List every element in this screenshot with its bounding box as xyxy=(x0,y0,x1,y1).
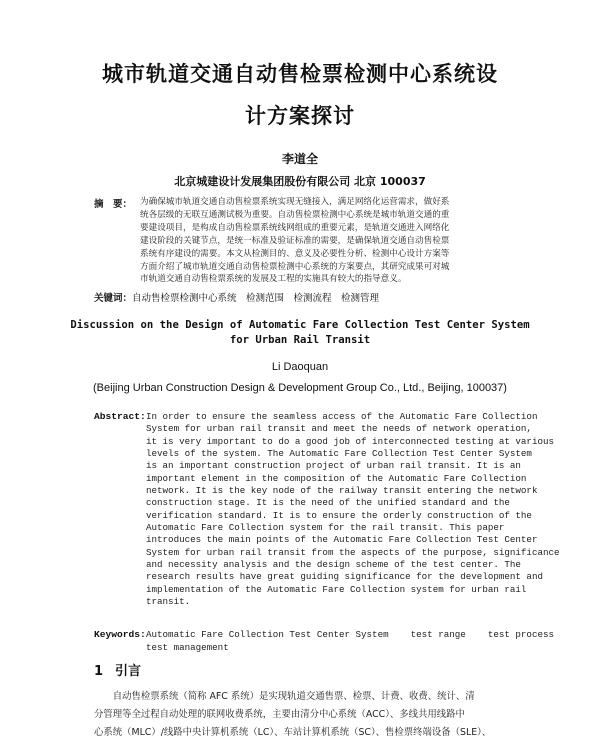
abstract-en-line: introduces the main points of the Automatic Fare Collection Test Center xyxy=(146,534,538,546)
keywords-en-line-1: Automatic Fare Collection Test Center System test range test process xyxy=(146,629,554,640)
abstract-cn-line: 统各层级的无联互通测试极为重要。自动售检票检测中心系统是城市轨道交通的重 xyxy=(140,209,450,220)
keywords-en-label: Keywords: xyxy=(94,629,146,640)
affiliation-en: (Beijing Urban Construction Design & Development Group Co., Ltd., Beijing, 100037) xyxy=(93,382,507,394)
abstract-en-line: and necessity analysis and the design scheme of the test center. The xyxy=(146,559,521,571)
keywords-en xyxy=(146,629,554,654)
abstract-en-line: levels of the system. The Automatic Fare Collection Test Center System xyxy=(146,448,532,460)
abstract-en-line: construction stage. It is the need of the unified standard and the xyxy=(146,497,510,509)
abstract-en-line: verification standard. It is to ensure the orderly construction of the xyxy=(146,509,532,521)
abstract-en-label: Abstract: xyxy=(94,411,146,422)
abstract-en-line: System for urban rail transit from the aspects of the purpose, significance xyxy=(146,546,560,558)
abstract-cn-line: 建设阶段的关键节点，是统一标准及验证标准的需要，是确保轨道交通自动售检票 xyxy=(140,235,450,246)
abstract-cn-line: 为确保城市轨道交通自动售检票系统实现无缝接入，满足网络化运营需求，做好系 xyxy=(140,197,450,207)
abstract-en-line: implementation of the Automatic Fare Collection system for urban rail xyxy=(146,583,527,595)
title-en-line-2: for Urban Rail Transit xyxy=(229,334,371,346)
abstract-en-line: important element in the composition of the Automatic Fare Collection xyxy=(146,472,527,484)
abstract-en-line: it is very important to do a good job of interconnected testing at various xyxy=(146,435,554,447)
abstract-en-body xyxy=(146,411,560,609)
abstract-en-line: network. It is the key node of the railway transit entering the network xyxy=(146,485,538,497)
section-heading xyxy=(94,660,141,679)
title-cn-line-1: 城市轨道交通自动售检票检测中心系统设 xyxy=(102,62,498,86)
author-en: Li Daoquan xyxy=(271,361,329,373)
abstract-en-line: In order to ensure the seamless access of the Automatic Fare Collection xyxy=(146,411,538,422)
author-cn: 李道全 xyxy=(281,152,318,166)
abstract-cn-line: 市轨道交通自动售检票系统的发展及工程的实施具有较大的指导意义。 xyxy=(140,274,407,285)
keywords-cn xyxy=(94,290,379,304)
abstract-cn-line: 要建设项目，是构成自动售检票系统线网组成的重要元素，是轨道交通进入网络化 xyxy=(140,222,450,233)
keywords-cn-label: 关键词： xyxy=(94,293,133,304)
abstract-cn-line: 系统有序建设的需要。本文从检测目的、意义及必要性分析、检测中心设计方案等 xyxy=(140,248,450,259)
abstract-en-line: Automatic Fare Collection system for the rail transit. This paper xyxy=(146,522,505,534)
body-line: 心系统（MLC）/线路中央计算机系统（LC）、车站计算机系统（SC）、售检票终端设备（SLE）、 xyxy=(94,727,492,738)
keywords-en-line-2: test management xyxy=(146,641,229,653)
abstract-en-line: is an important construction project of urban rail transit. It is an xyxy=(146,460,521,472)
abstract-cn-body xyxy=(140,196,516,286)
section-number: 1 xyxy=(94,664,104,679)
title-en-line-1: Discussion on the Design of Automatic Fare Collection Test Center System xyxy=(70,319,530,331)
abstract-cn-line: 方面介绍了城市轨道交通自动售检票检测中心系统的方案要点，其研究成果可对城 xyxy=(140,261,450,272)
body-line: 分管理等全过程自动处理的联网收费系统，主要由清分中心系统（ACC）、多线共用线路中 xyxy=(94,709,465,720)
section-title: 引言 xyxy=(115,664,142,679)
affiliation-cn: 北京城建设计发展集团股份有限公司 北京 100037 xyxy=(174,175,426,188)
abstract-en-line: System for urban rail transit and meet the needs of network operation, xyxy=(146,423,532,435)
title-cn-line-2: 计方案探讨 xyxy=(245,104,355,128)
abstract-cn-label: 摘 要： xyxy=(94,199,133,210)
body-text xyxy=(94,688,514,742)
keywords-cn-text: 自动售检票检测中心系统 检测范围 检测流程 检测管理 xyxy=(132,293,380,304)
abstract-en-line: research results have great guiding significance for the development and xyxy=(146,571,543,583)
abstract-en-line: transit. xyxy=(146,596,191,608)
body-line: 自动售检票系统（简称 AFC 系统）是实现轨道交通售票、检票、计费、收费、统计、清 xyxy=(94,691,475,702)
